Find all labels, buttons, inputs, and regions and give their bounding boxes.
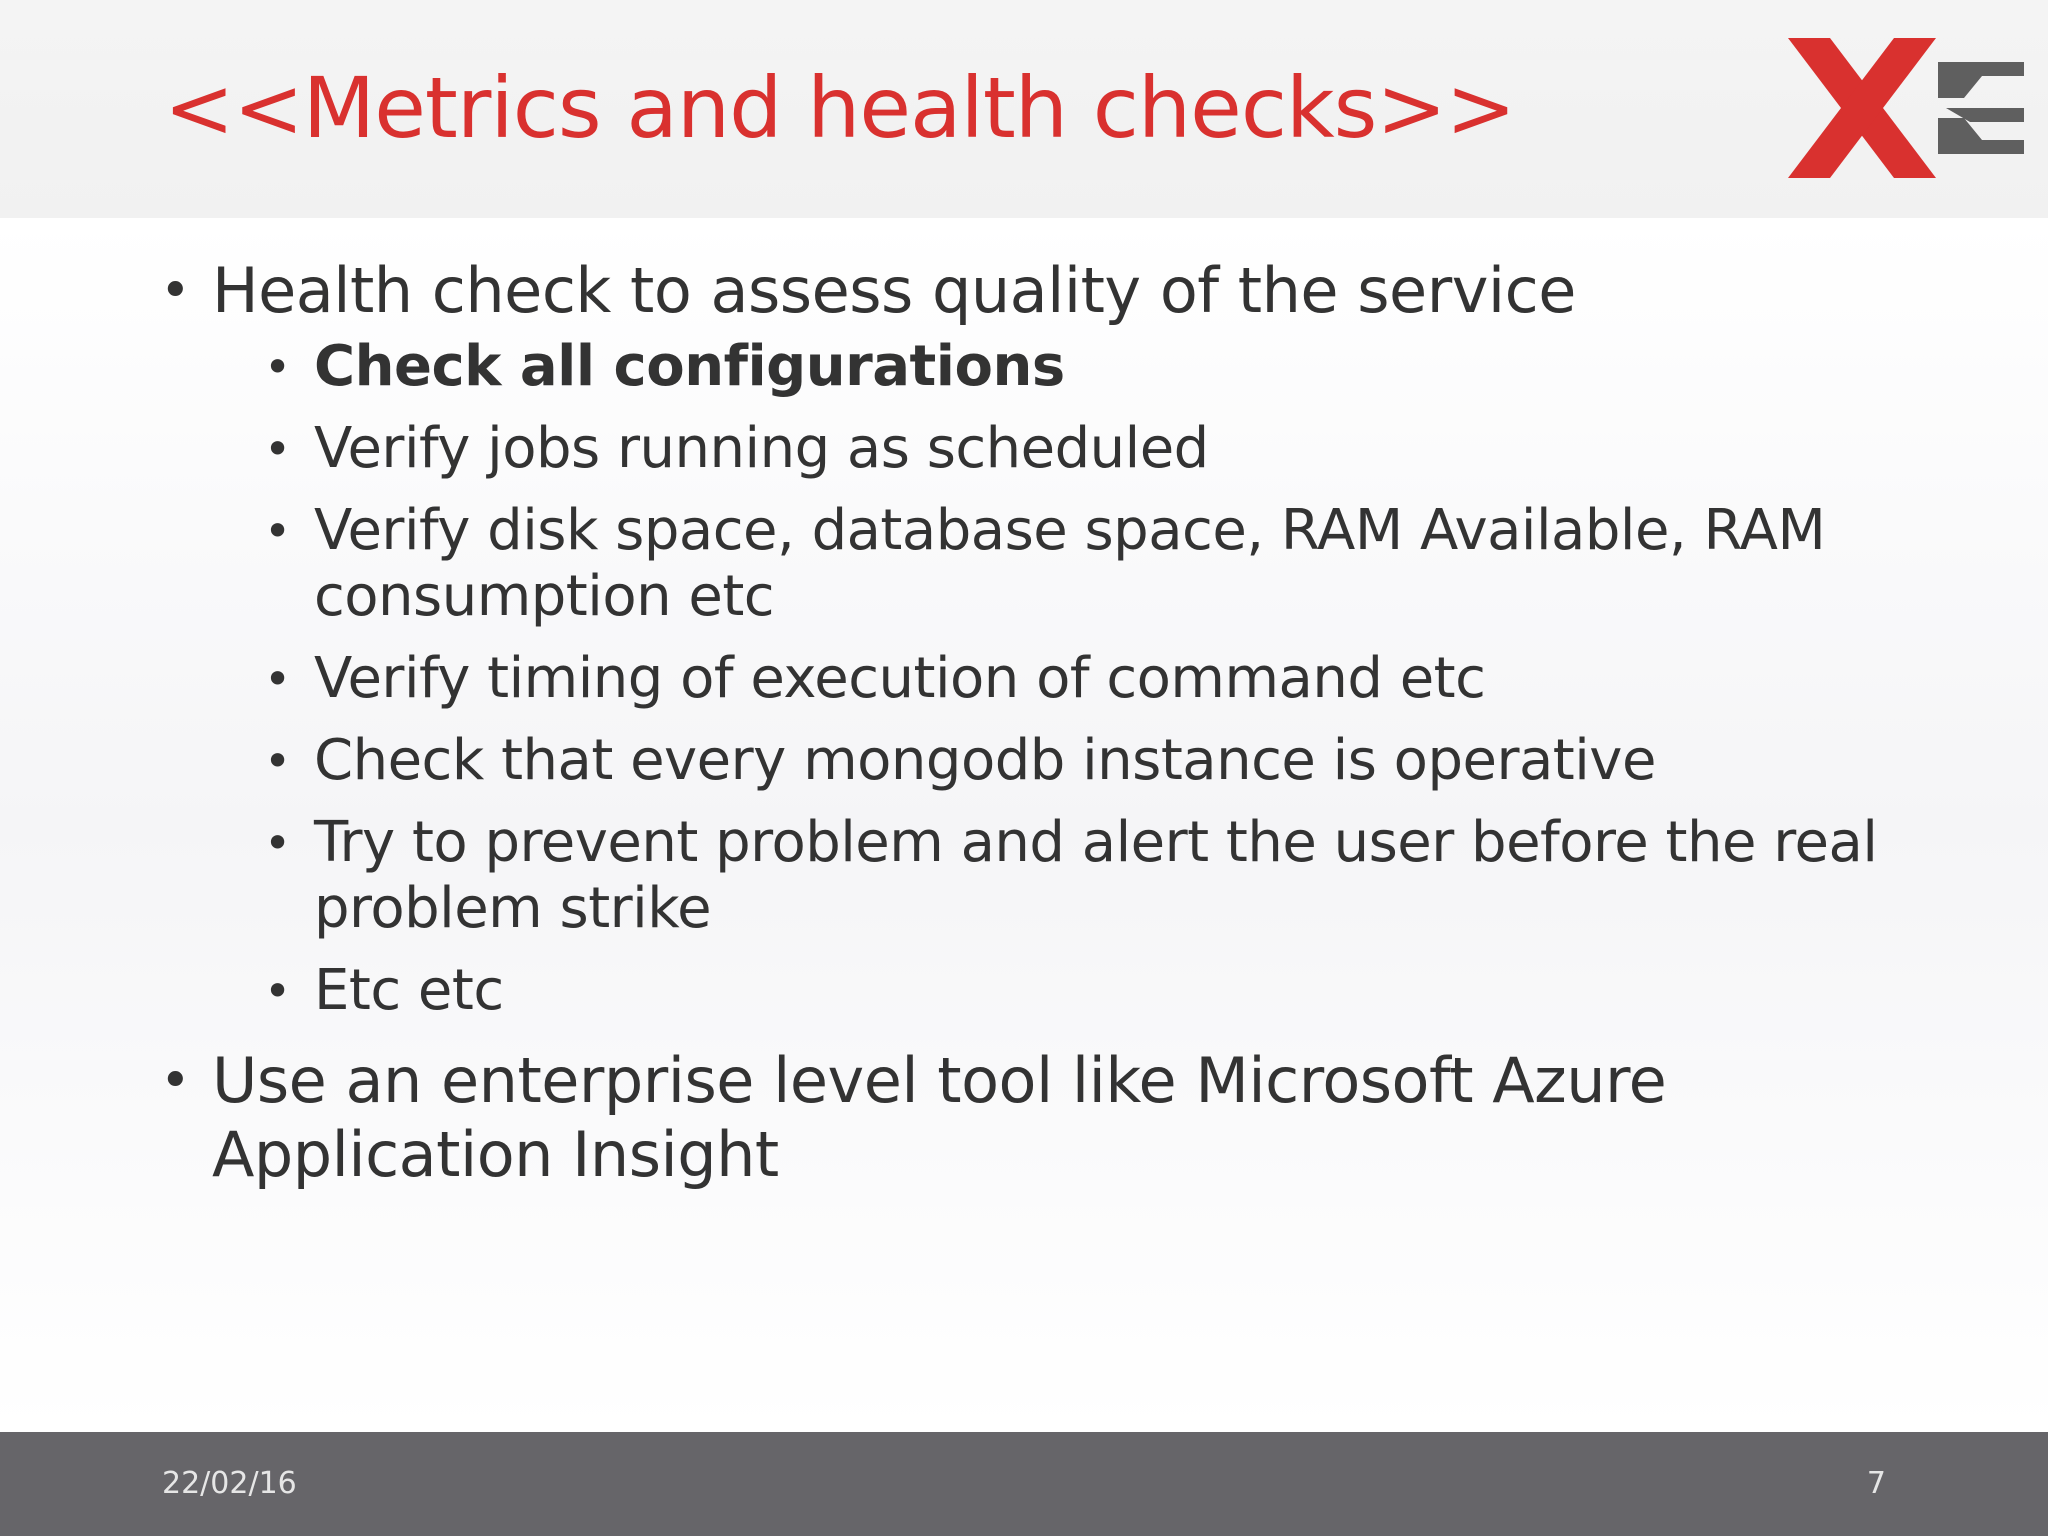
bullet-icon: • bbox=[264, 964, 291, 1018]
bullet-icon: • bbox=[264, 816, 291, 870]
sub-bullet-list bbox=[212, 334, 1920, 1024]
xe-logo-icon bbox=[1788, 38, 2024, 178]
sub-bullet-text: Verify jobs running as scheduled bbox=[314, 416, 1209, 481]
sub-bullet-item bbox=[264, 334, 1920, 400]
sub-bullet-item bbox=[264, 810, 1920, 942]
bullet-icon: • bbox=[264, 734, 291, 788]
sub-bullet-item bbox=[264, 958, 1920, 1024]
bullet-list bbox=[160, 254, 1920, 1192]
sub-bullet-text: Etc etc bbox=[314, 958, 504, 1023]
footer-date: 22/02/16 bbox=[162, 1466, 297, 1501]
bullet-icon: • bbox=[264, 652, 291, 706]
sub-bullet-item bbox=[264, 416, 1920, 482]
sub-bullet-text: Verify timing of execution of command etc bbox=[314, 646, 1486, 711]
slide-footer bbox=[0, 1432, 2048, 1536]
bullet-icon: • bbox=[264, 422, 291, 476]
sub-bullet-item bbox=[264, 646, 1920, 712]
bullet-icon: • bbox=[160, 261, 191, 321]
sub-bullet-text: Check all configurations bbox=[314, 334, 1065, 399]
bullet-item bbox=[160, 1044, 1920, 1192]
page-number: 7 bbox=[1866, 1466, 1886, 1501]
sub-bullet-text: Check that every mongodb instance is operative bbox=[314, 728, 1656, 793]
logo-e-bottom-chevron bbox=[1938, 118, 2024, 154]
bullet-text: Use an enterprise level tool like Microsoft Azure Application Insight bbox=[212, 1044, 1667, 1191]
bullet-icon: • bbox=[160, 1051, 191, 1111]
bullet-icon: • bbox=[264, 504, 291, 558]
slide-header bbox=[0, 0, 2048, 218]
sub-bullet-text: Verify disk space, database space, RAM Available, RAM consumption etc bbox=[314, 498, 1826, 629]
logo-e-top-chevron bbox=[1938, 62, 2024, 98]
bullet-icon: • bbox=[264, 340, 291, 394]
bullet-text: Health check to assess quality of the service bbox=[212, 254, 1576, 327]
sub-bullet-item bbox=[264, 728, 1920, 794]
slide-title: <<Metrics and health checks>> bbox=[164, 59, 1516, 157]
sub-bullet-item bbox=[264, 498, 1920, 630]
bullet-item bbox=[160, 254, 1920, 1024]
sub-bullet-text: Try to prevent problem and alert the user before the real problem strike bbox=[314, 810, 1878, 941]
